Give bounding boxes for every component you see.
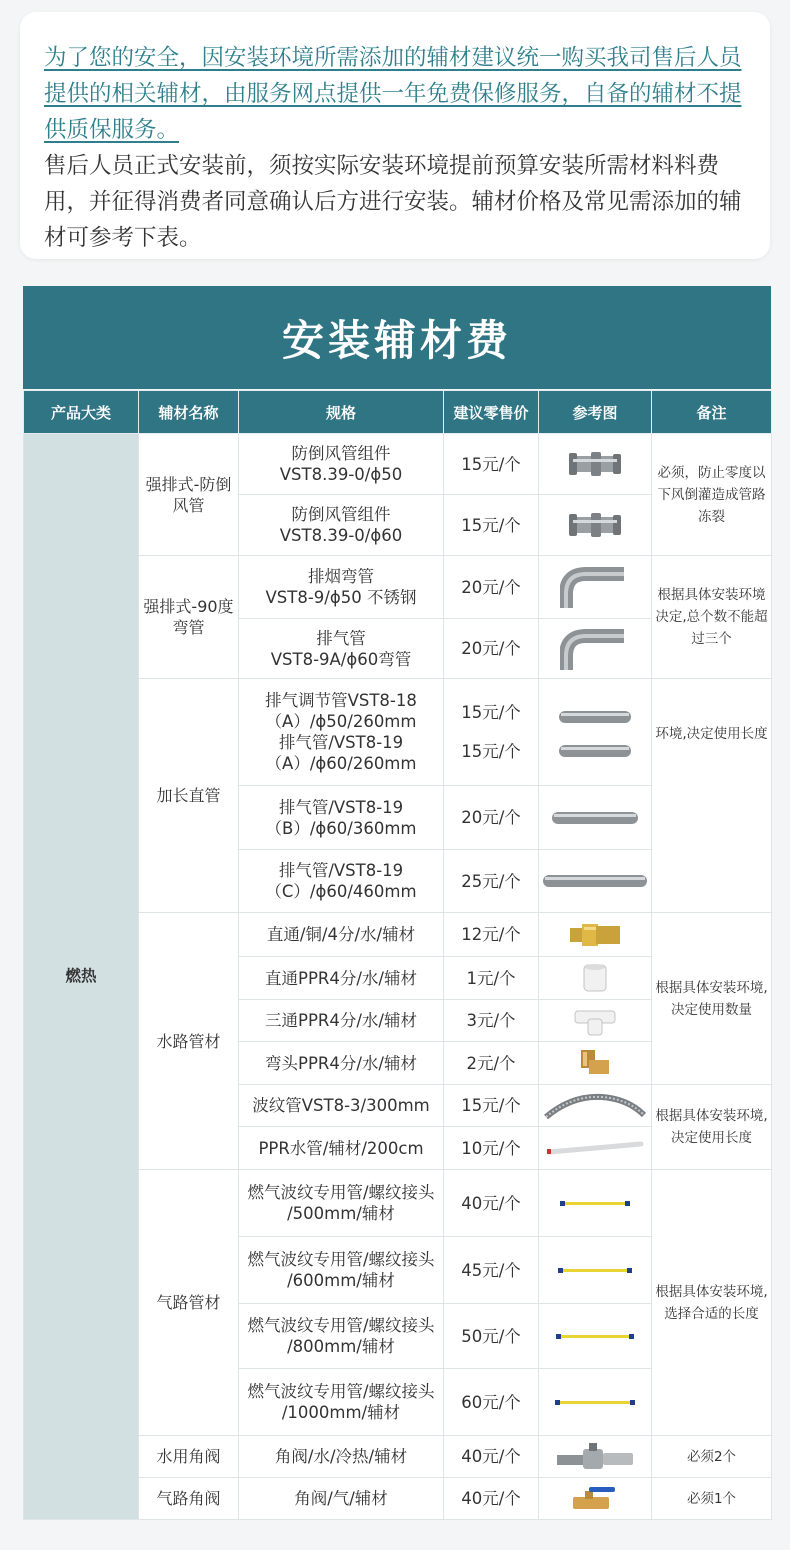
ppr-tee-icon [573,1005,617,1037]
image-cell [539,556,652,619]
price-cell: 40元/个 [444,1478,539,1520]
header-spec: 规格 [239,391,444,434]
spec-line: （C）/ϕ60/460mm [265,882,417,901]
install-info: 售后人员正式安装前，须按实际安装环境提前预算安装所需材料料费用，并征得消费者同意确认后方进行安装。辅材价格及常见需添加的辅材可参考下表。 [44,153,742,251]
spec-cell: 角阀/气/辅材 [239,1478,444,1520]
price-cell [444,679,539,786]
spec-line: 燃气波纹专用管/螺纹接头 [247,1250,435,1269]
price-cell: 20元/个 [444,619,539,679]
image-cell [539,1304,652,1369]
spec-line: 排气管/VST8-19 [278,797,404,817]
spec-cell [239,1237,444,1304]
anti-backdraft-pipe-icon [565,447,625,481]
price-cell: 20元/个 [444,556,539,619]
spec-cell: 三通PPR4分/水/辅材 [239,1000,444,1042]
spec-line: VST8.39-0/ϕ60 [279,526,403,545]
image-cell [539,1237,652,1304]
spec-line: 排烟弯管 [308,567,374,586]
spec-cell [239,1170,444,1237]
spec-line: VST8.39-0/ϕ50 [279,465,403,484]
price-cell: 45元/个 [444,1237,539,1304]
table-row [24,434,772,495]
spec-cell: PPR水管/辅材/200cm [239,1127,444,1170]
price-cell: 40元/个 [444,1170,539,1237]
price-cell: 20元/个 [444,786,539,850]
image-cell [539,913,652,957]
group-name: 强排式-防倒风管 [139,434,239,556]
spec-line: 排气调节管VST8-18 [265,691,417,710]
elbow-pipe-icon [560,626,630,672]
header-note: 备注 [652,391,772,434]
header-name: 辅材名称 [139,391,239,434]
price-line: 15元/个 [461,742,521,761]
price-cell: 50元/个 [444,1304,539,1369]
notice-card [20,12,770,259]
ppr-coupling-icon [578,961,612,995]
spec-cell: 波纹管VST8-3/300mm [239,1085,444,1127]
anti-backdraft-pipe-icon [565,508,625,542]
spec-cell: 角阀/水/冷热/辅材 [239,1436,444,1478]
gas-hose-icon [554,1329,636,1343]
image-cell [539,1478,652,1520]
spec-line: /800mm/辅材 [287,1337,395,1356]
gas-hose-icon [556,1263,634,1277]
spec-line: /600mm/辅材 [287,1271,395,1290]
gas-hose-icon [558,1196,632,1210]
price-cell: 15元/个 [444,1085,539,1127]
group-name: 加长直管 [139,679,239,913]
spec-line: 燃气波纹专用管/螺纹接头 [247,1183,435,1202]
group-name: 水路管材 [139,913,239,1170]
image-cell [539,786,652,850]
price-line: 15元/个 [461,703,521,722]
note-cell: 必须1个 [652,1478,772,1520]
note-cell: 环境,决定使用长度 [652,679,772,913]
price-cell: 1元/个 [444,957,539,1000]
spec-line: VST8-9A/ϕ60弯管 [270,649,412,669]
price-cell: 25元/个 [444,850,539,913]
spec-cell: 弯头PPR4分/水/辅材 [239,1042,444,1085]
spec-line: 排气管/VST8-19 [278,733,404,752]
spec-cell: 直通/铜/4分/水/辅材 [239,913,444,957]
image-cell [539,679,652,786]
angle-valve-icon [555,1441,635,1473]
note-cell: 根据具体安装环境,决定使用长度 [652,1085,772,1170]
note-cell: 根据具体安装环境决定,总个数不能超过三个 [652,556,772,679]
corrugated-pipe-icon [542,1089,648,1123]
image-cell [539,957,652,1000]
header-price: 建议零售价 [444,391,539,434]
straight-pipe-icon [550,808,640,828]
group-name: 气路管材 [139,1170,239,1436]
spec-line: 排气管 [316,628,366,648]
spec-cell [239,679,444,786]
spec-cell [239,495,444,556]
spec-cell [239,786,444,850]
straight-pipe-icon [555,697,635,767]
note-cell: 根据具体安装环境,选择合适的长度 [652,1170,772,1436]
image-cell [539,619,652,679]
spec-line: VST8-9/ϕ50 不锈钢 [265,588,417,607]
spec-line: /500mm/辅材 [287,1204,395,1223]
image-cell [539,1000,652,1042]
header-image: 参考图 [539,391,652,434]
image-cell [539,850,652,913]
elbow-fitting-icon [577,1046,613,1080]
price-cell: 15元/个 [444,434,539,495]
spec-cell [239,1369,444,1436]
warranty-warning: 为了您的安全，因安装环境所需添加的辅材建议统一购买我司售后人员提供的相关辅材，由服务网点提供一年免费保修服务，自备的辅材不提供质保服务。 [44,45,742,143]
spec-cell [239,434,444,495]
image-cell [539,1085,652,1127]
ppr-pipe-icon [545,1138,645,1158]
price-cell: 3元/个 [444,1000,539,1042]
table-header-row [24,391,772,434]
image-cell [539,1436,652,1478]
price-cell: 2元/个 [444,1042,539,1085]
image-cell [539,1369,652,1436]
price-cell: 40元/个 [444,1436,539,1478]
spec-line: 燃气波纹专用管/螺纹接头 [247,1382,435,1401]
group-name: 气路角阀 [139,1478,239,1520]
brass-coupling-icon [568,920,622,950]
note-cell: 必须2个 [652,1436,772,1478]
spec-cell [239,1304,444,1369]
price-cell: 15元/个 [444,495,539,556]
page-title: 安装辅材费 [281,315,512,365]
group-name: 水用角阀 [139,1436,239,1478]
straight-pipe-icon [542,871,648,891]
image-cell [539,434,652,495]
image-cell [539,1170,652,1237]
title-banner [23,286,771,389]
spec-line: /1000mm/辅材 [281,1403,401,1422]
category-cell: 燃热 [24,434,139,1520]
price-cell: 10元/个 [444,1127,539,1170]
spec-line: （A）/ϕ60/260mm [265,754,417,773]
spec-cell [239,619,444,679]
group-name: 强排式-90度弯管 [139,556,239,679]
spec-cell [239,556,444,619]
spec-cell [239,850,444,913]
price-cell: 60元/个 [444,1369,539,1436]
image-cell [539,1127,652,1170]
image-cell [539,495,652,556]
gas-hose-icon [553,1395,637,1409]
spec-line: （A）/ϕ50/260mm [265,712,417,731]
gas-valve-icon [569,1483,621,1515]
spec-line: 防倒风管组件 [291,505,391,524]
materials-table [23,390,772,1520]
spec-line: 燃气波纹专用管/螺纹接头 [247,1316,435,1335]
elbow-pipe-icon [560,564,630,610]
image-cell [539,1042,652,1085]
price-cell: 12元/个 [444,913,539,957]
header-category: 产品大类 [24,391,139,434]
spec-line: 排气管/VST8-19 [278,861,404,880]
spec-cell: 直通PPR4分/水/辅材 [239,957,444,1000]
spec-line: （B）/ϕ60/360mm [265,818,417,838]
note-cell: 必须，防止零度以下风倒灌造成管路冻裂 [652,434,772,556]
note-cell: 根据具体安装环境,决定使用数量 [652,913,772,1085]
spec-line: 防倒风管组件 [291,444,391,463]
